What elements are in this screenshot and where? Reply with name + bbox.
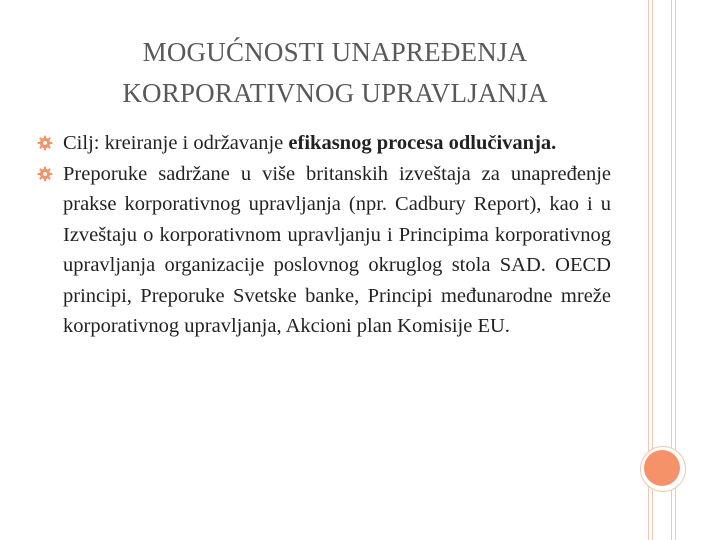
bullet-text: Cilj: kreiranje i održavanje	[63, 132, 289, 154]
bullet-text-bold: efikasnog procesa odlučivanja.	[288, 132, 557, 154]
bullet-text: Preporuke sadržane u više britanskih izveštaja za unapređenje prakse korporativnog upravljanja (npr. Cadbury Report), kao i u Izveštaju o korporativnom upravljanju i Principima korporativnog upravljanja organizacije poslovnog okruglog stola SAD. OECD principi, Preporuke Svetske banke, Principi međunarodne mreže korporativnog upravljanja, Akcioni plan Komisije EU.	[63, 162, 611, 337]
gear-bullet-icon	[37, 135, 53, 151]
slide-title-line-1: MOGUĆNOSTI UNAPREĐENJA	[142, 37, 528, 67]
slide-title	[40, 32, 630, 114]
gear-bullet-icon	[37, 166, 53, 182]
decorative-dot	[644, 450, 680, 486]
bullet-item	[63, 128, 611, 159]
bullet-item	[63, 159, 611, 342]
bullet-list	[63, 128, 611, 342]
slide-title-line-2: KORPORATIVNOG UPRAVLJANJA	[122, 78, 548, 108]
